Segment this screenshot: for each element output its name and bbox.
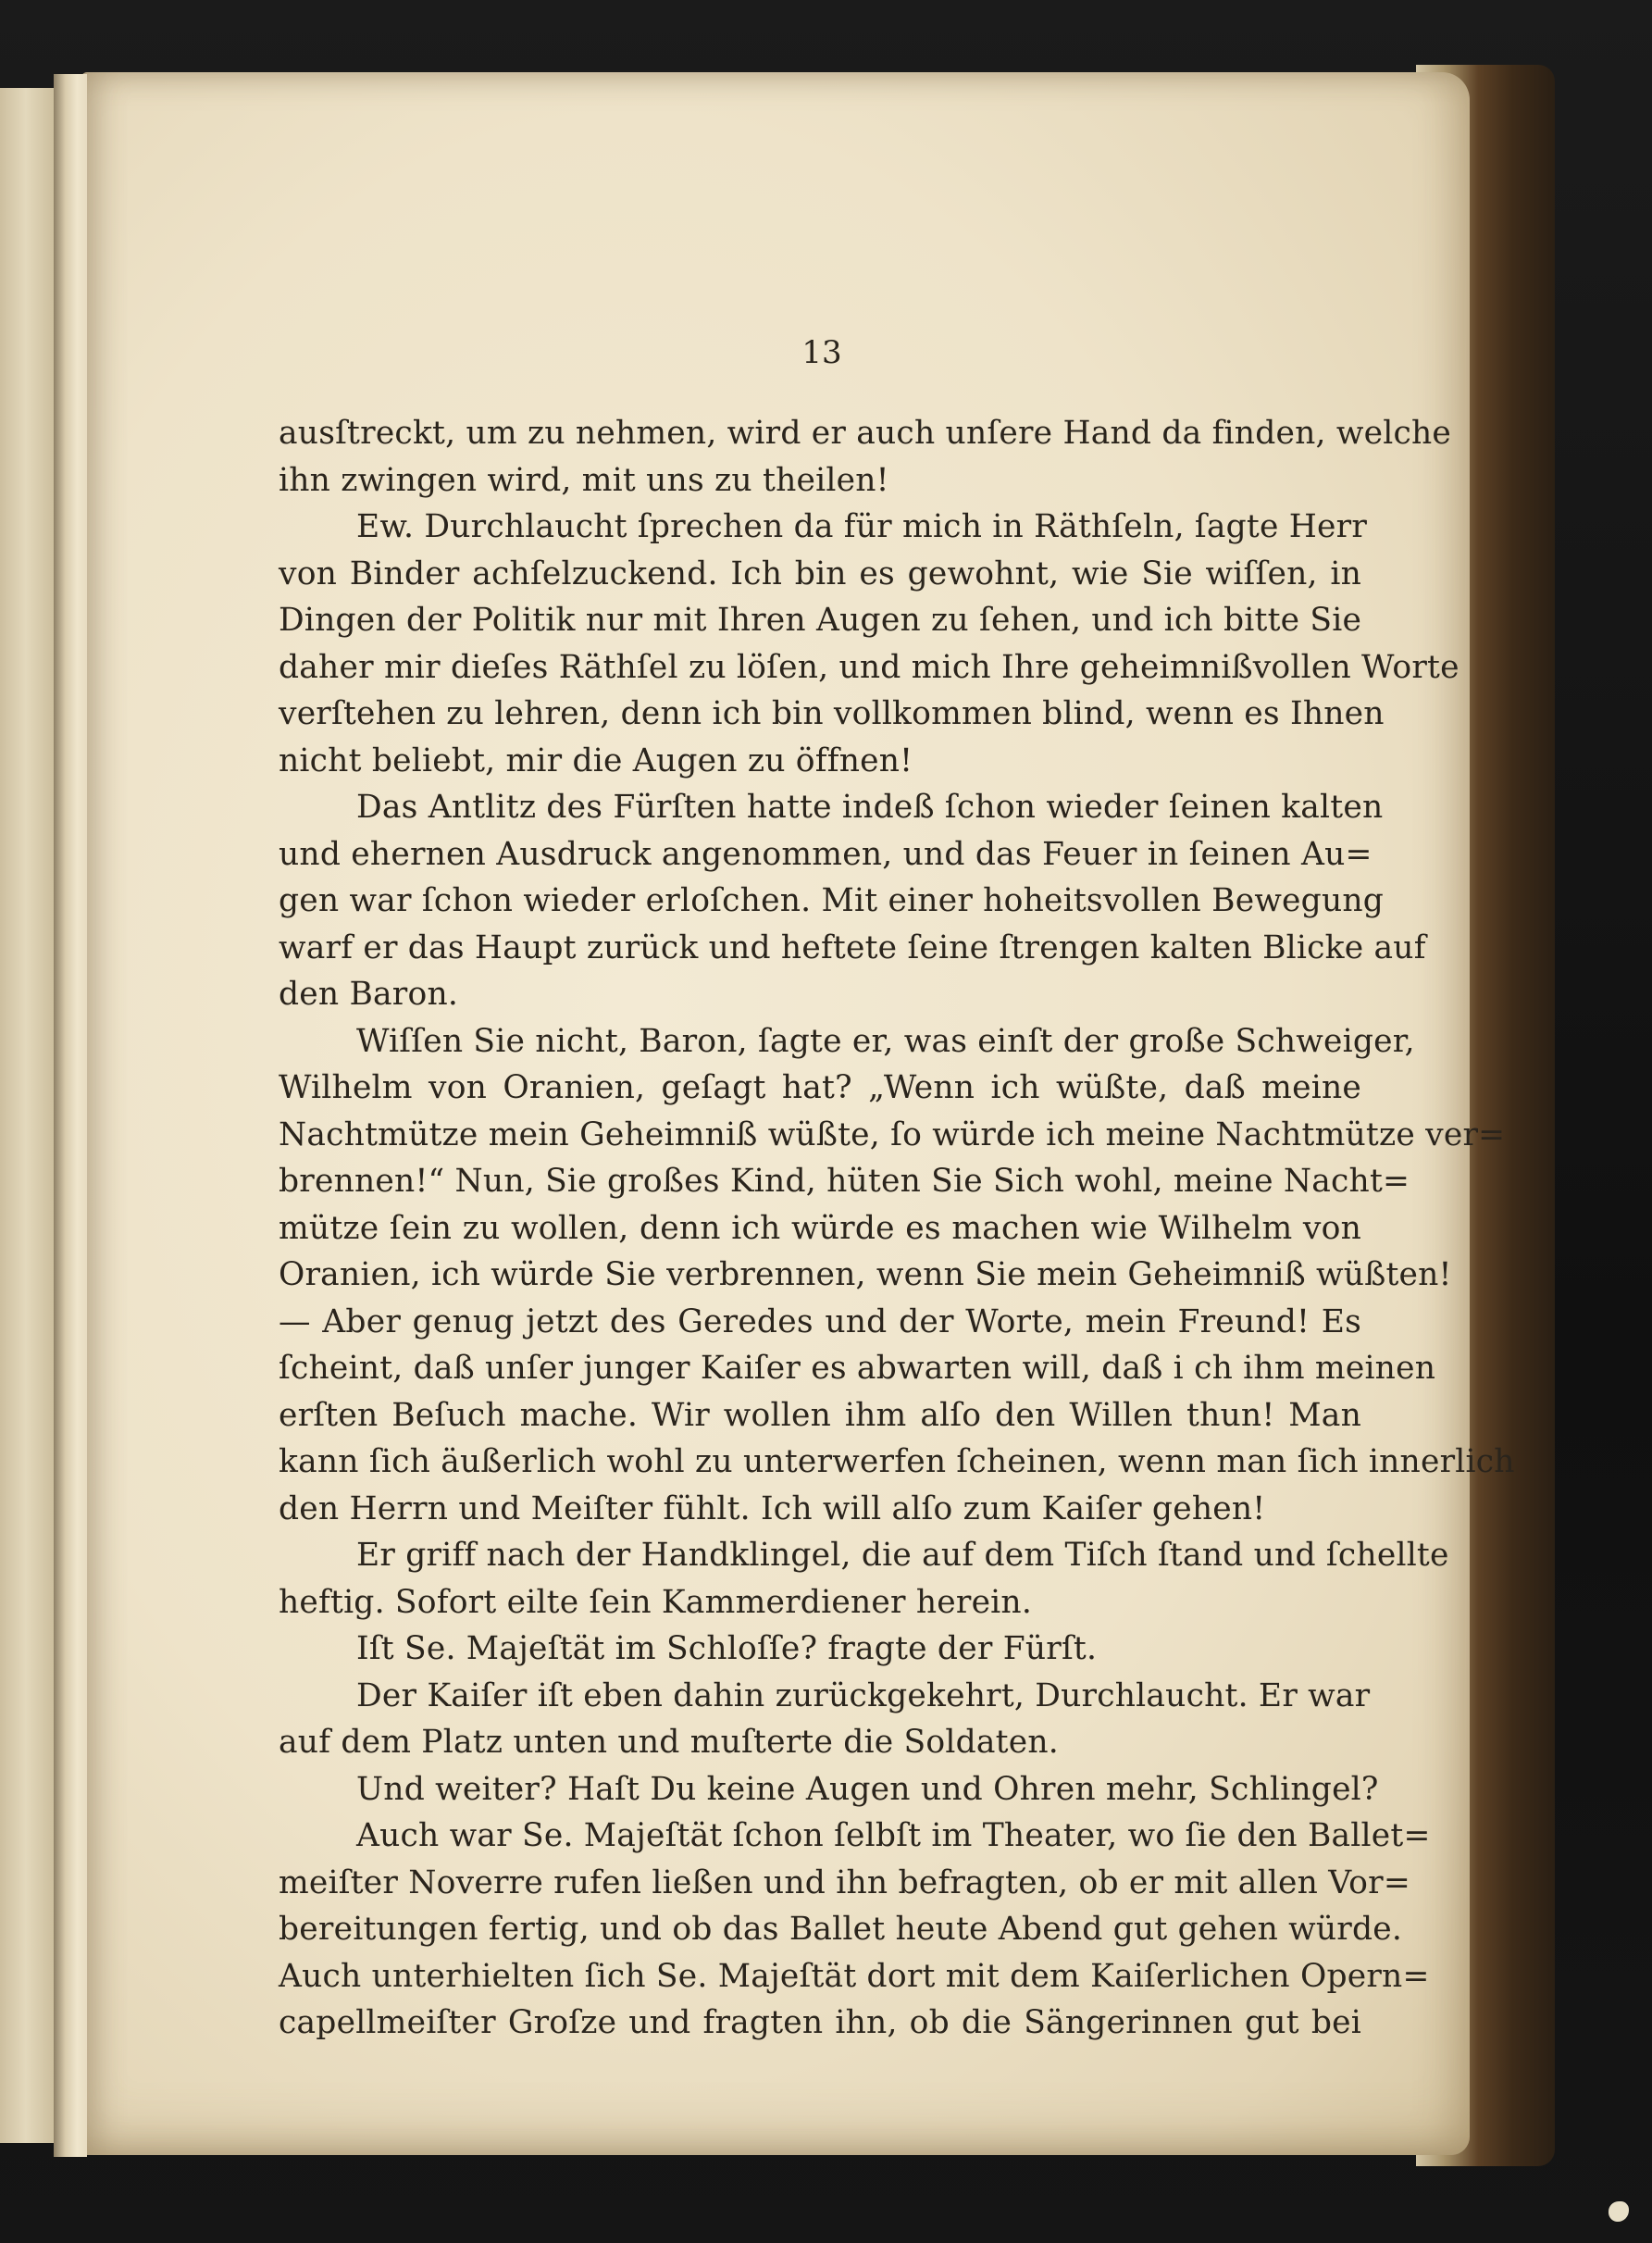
text-line: Nachtmütze mein Geheimniß wüßte, ſo würde ich meine Nachtmütze ver= [279,1115,1506,1153]
text-line: den Baron. [279,976,459,1013]
text-line: Dingen der Politik nur mit Ihren Augen zu ſehen, und ich bitte Sie [279,602,1362,639]
text-line: auf dem Platz unten und muſterte die Soldaten. [279,1724,1059,1761]
text-line: Iſt Se. Majeſtät im Schloſſe? fragte der Fürſt. [356,1630,1098,1667]
text-line: kann ſich äußerlich wohl zu unterwerfen ſcheinen, wenn man ſich innerlich [279,1443,1515,1480]
text-line: ſcheint, daß unſer junger Kaiſer es abwarten will, daß i ch ihm meinen [279,1350,1436,1387]
text-line: verſtehen zu lehren, denn ich bin vollkommen blind, wenn es Ihnen [279,695,1385,732]
text-line: mütze ſein zu wollen, denn ich würde es machen wie Wilhelm von [279,1209,1361,1247]
text-line: meiſter Noverre rufen ließen und ihn befragten, ob er mit allen Vor= [279,1863,1410,1901]
text-line: gen war ſchon wieder erloſchen. Mit einer hoheitsvollen Bewegung [279,882,1385,919]
text-line: heftig. Sofort eilte ſein Kammerdiener herein. [279,1583,1033,1621]
text-line: von Binder achſelzuckend. Ich bin es gewohnt, wie Sie wiſſen, in [279,555,1361,592]
text-line: nicht beliebt, mir die Augen zu öffnen! [279,741,913,779]
book-spine [54,74,87,2157]
text-line: Auch unterhielten ſich Se. Majeſtät dort mit dem Kaiſerlichen Opern= [279,1957,1430,1995]
text-line: Oranien, ich würde Sie verbrennen, wenn Sie mein Geheimniß wüßten! [279,1256,1452,1293]
text-line: Wiſſen Sie nicht, Baron, ſagte er, was einſt der große Schweiger, [356,1022,1415,1060]
text-line: ausſtreckt, um zu nehmen, wird er auch unſere Hand da finden, welche [279,415,1452,452]
text-line: Der Kaiſer iſt eben dahin zurückgekehrt, Durchlaucht. Er war [356,1676,1371,1714]
text-line: den Herrn und Meiſter fühlt. Ich will alſo zum Kaiſer gehen! [279,1489,1266,1527]
text-line: capellmeiſter Groſze und fragten ihn, ob die Sängerinnen gut bei [279,2004,1361,2041]
page-number: 13 [801,334,842,371]
body-text [279,410,1515,2047]
text-line: Er griff nach der Handklingel, die auf dem Tiſch ſtand und ſchellte [356,1537,1449,1574]
book-page [81,72,1515,2155]
text-line: — Aber genug jetzt des Geredes und der Worte, mein Freund! Es [279,1302,1361,1340]
text-line: Das Antlitz des Fürſten hatte indeß ſchon wieder ſeinen kalten [356,789,1384,826]
text-line: brennen!“ Nun, Sie großes Kind, hüten Sie Sich wohl, meine Nacht= [279,1163,1410,1200]
text-line: Und weiter? Haſt Du keine Augen und Ohren mehr, Schlingel? [356,1770,1379,1808]
text-line: bereitungen fertig, und ob das Ballet heute Abend gut gehen würde. [279,1911,1403,1948]
text-line: daher mir dieſes Räthſel zu löſen, und mich Ihre geheimnißvollen Worte [279,648,1459,686]
text-line: erſten Beſuch mache. Wir wollen ihm alſo den Willen thun! Man [279,1396,1361,1434]
text-line: Ew. Durchlaucht ſprechen da für mich in Räthſeln, ſagte Herr [356,508,1368,545]
text-line: und ehernen Ausdruck angenommen, und das Feuer in ſeinen Au= [279,835,1373,873]
text-line: ihn zwingen wird, mit uns zu theilen! [279,461,889,499]
text-line: warf er das Haupt zurück und heftete ſeine ſtrengen kalten Blicke auf [279,928,1426,966]
text-line: Wilhelm von Oranien, geſagt hat? „Wenn ich wüßte, daß meine [279,1069,1361,1106]
text-line: Auch war Se. Majeſtät ſchon ſelbſt im Theater, wo ſie den Ballet= [356,1817,1431,1854]
left-page-edge [0,88,59,2143]
